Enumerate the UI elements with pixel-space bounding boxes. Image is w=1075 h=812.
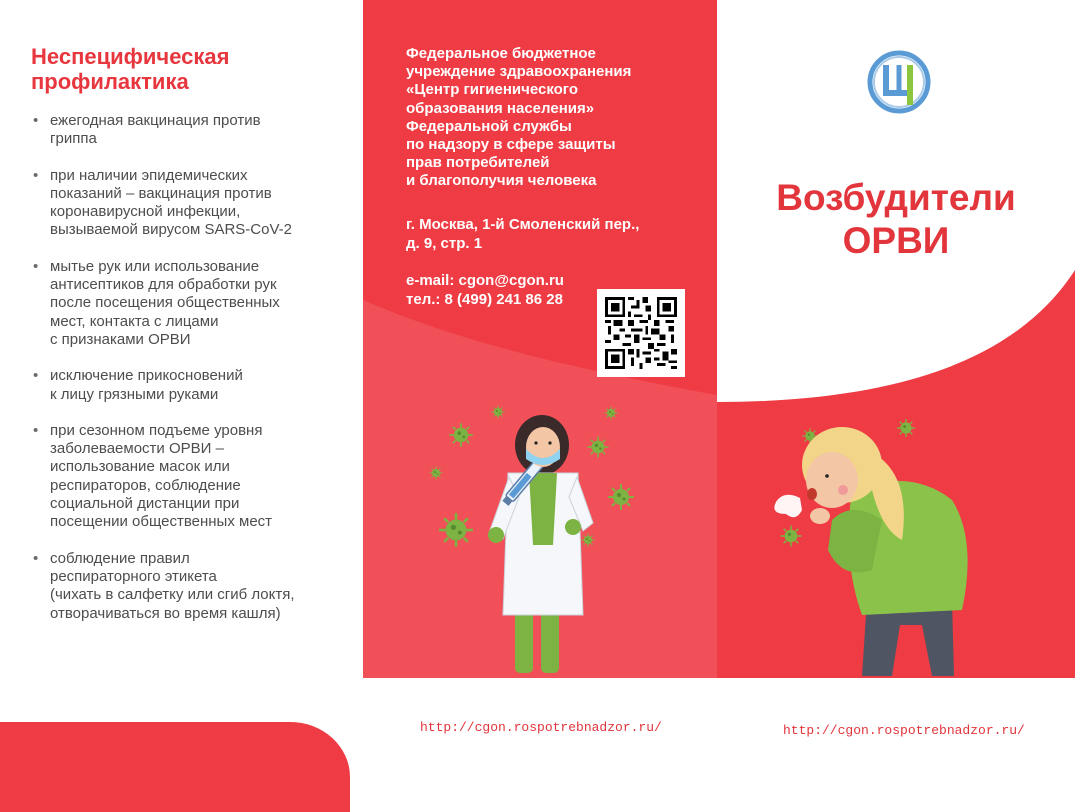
coughing-woman-illustration [772,410,1032,678]
cgon-logo-icon [866,49,932,115]
prevention-item: • исключение прикосновений к лицу грязными руками [31,367,341,404]
org-line: образования населения» [406,99,595,117]
prevention-title [31,44,229,94]
decorative-red-shape [0,722,350,812]
org-line: и благополучия человека [406,172,597,190]
org-line: по надзору в сфере защиты [406,136,616,154]
prevention-list [31,112,341,641]
prevention-item: • ежегодная вакцинация против гриппа [31,112,341,149]
prevention-title-line-2: профилактика [31,69,189,94]
qr-code-icon [605,297,677,369]
right-panel [717,0,1075,678]
website-link[interactable]: http://cgon.rospotrebnadzor.ru/ [783,723,1025,738]
prevention-item: • мытье рук или использование антисептиков для обработки рук после посещения общественных мест, контакта с лицами с признаками ОРВИ [31,258,341,349]
email-text[interactable]: e-mail: cgon@cgon.ru [406,272,564,289]
org-line: прав потребителей [406,154,550,172]
middle-panel [363,0,717,678]
address-line: г. Москва, 1-й Смоленский пер., [406,216,640,233]
main-title [717,176,1075,262]
address-line: д. 9, стр. 1 [406,234,483,252]
org-line: Федеральное бюджетное [406,45,596,62]
prevention-title-line-1: Неспецифическая [31,44,230,69]
qr-code[interactable] [597,289,685,377]
organization-name [406,45,696,191]
prevention-item: • соблюдение правил респираторного этикета (чихать в салфетку или сгиб локтя, отворачиваться во время кашля) [31,550,341,623]
prevention-item: • при сезонном подъеме уровня заболеваемости ОРВИ – использование масок или респираторов, соблюдение социальной дистанции при посещении общественных мест [31,422,341,532]
org-line: «Центр гигиенического [406,81,579,99]
contacts [406,272,564,309]
org-line: Федеральной службы [406,117,572,135]
address [406,216,639,253]
website-link[interactable]: http://cgon.rospotrebnadzor.ru/ [420,720,662,735]
main-title-line-1: Возбудители [776,177,1016,218]
phone-text[interactable]: тел.: 8 (499) 241 86 28 [406,290,563,308]
prevention-item: • при наличии эпидемических показаний – вакцинация против коронавирусной инфекции, вызываемой вирусом SARS-CoV-2 [31,167,341,240]
doctor-illustration [423,405,663,675]
org-line: учреждение здравоохранения [406,63,632,81]
left-panel [0,0,363,764]
main-title-line-2: ОРВИ [842,220,950,261]
